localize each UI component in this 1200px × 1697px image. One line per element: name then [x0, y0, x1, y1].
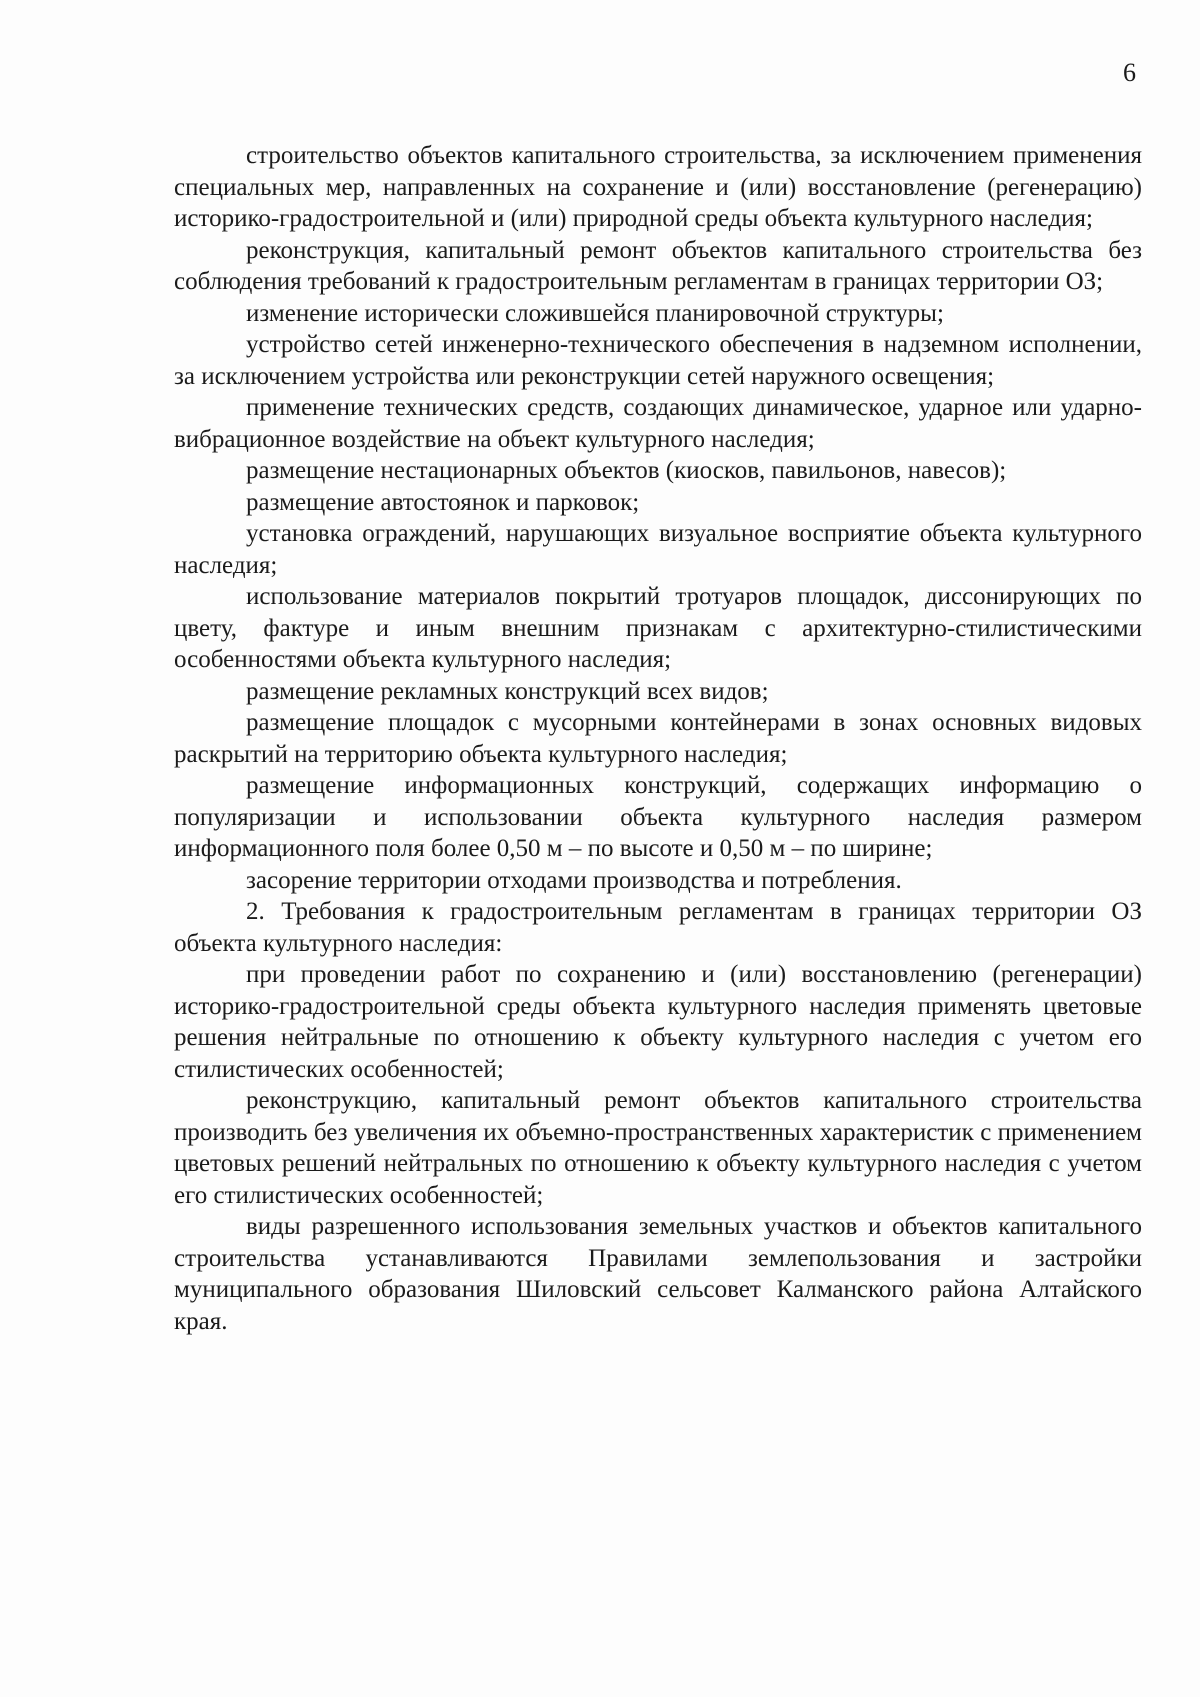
paragraph: использование материалов покрытий тротуаров площадок, диссонирующих по цвету, фактуре и иным внешним признакам с архитектурно-стилистическими особенностями объекта культурного наследия; [174, 583, 1142, 673]
page-number: 6 [1123, 58, 1136, 87]
paragraph: реконструкция, капитальный ремонт объектов капитального строительства без соблюдения требований к градостроительным регламентам в границах территории ОЗ; [174, 236, 1142, 295]
paragraph: виды разрешенного использования земельных участков и объектов капитального строительства устанавливаются Правилами землепользования и застройки муниципального образования Шиловский сельсовет Калманского района Алтайского края. [174, 1213, 1142, 1335]
paragraph: устройство сетей инженерно-технического обеспечения в надземном исполнении, за исключением устройства или реконструкции сетей наружного освещения; [174, 331, 1142, 390]
paragraph: изменение исторически сложившейся планировочной структуры; [246, 299, 944, 327]
paragraph: при проведении работ по сохранению и (или) восстановлению (регенерации) историко-градостроительной среды объекта культурного наследия применять цветовые решения нейтральные по отношению к объекту культурного наследия с учетом его стилистических особенностей; [174, 961, 1142, 1083]
paragraph: размещение нестационарных объектов (киосков, павильонов, навесов); [246, 457, 1007, 484]
paragraph: размещение рекламных конструкций всех видов; [246, 677, 769, 705]
paragraph: размещение информационных конструкций, содержащих информацию о популяризации и использовании объекта культурного наследия размером информационного поля более 0,50 м – по высоте и 0,50 м – по ширине; [174, 772, 1142, 862]
document-body [174, 140, 1142, 1337]
paragraph: применение технических средств, создающих динамическое, ударное или ударно-вибрационное воздействие на объект культурного наследия; [174, 394, 1142, 453]
paragraph: строительство объектов капитального строительства, за исключением применения специальных мер, направленных на сохранение и (или) восстановление (регенерацию) историко-градостроительной и (или) природной среды объекта культурного наследия; [174, 142, 1142, 232]
paragraph: засорение территории отходами производства и потребления. [246, 866, 902, 894]
paragraph: размещение автостоянок и парковок; [246, 488, 640, 516]
paragraph: размещение площадок с мусорными контейнерами в зонах основных видовых раскрытий на территорию объекта культурного наследия; [174, 709, 1142, 768]
paragraph: реконструкцию, капитальный ремонт объектов капитального строительства производить без увеличения их объемно-пространственных характеристик с применением цветовых решений нейтральных по отношению к объекту культурного наследия с учетом его стилистических особенностей; [174, 1087, 1142, 1209]
paragraph: установка ограждений, нарушающих визуальное восприятие объекта культурного наследия; [174, 520, 1142, 579]
paragraph: 2. Требования к градостроительным регламентам в границах территории ОЗ объекта культурного наследия: [174, 898, 1142, 957]
